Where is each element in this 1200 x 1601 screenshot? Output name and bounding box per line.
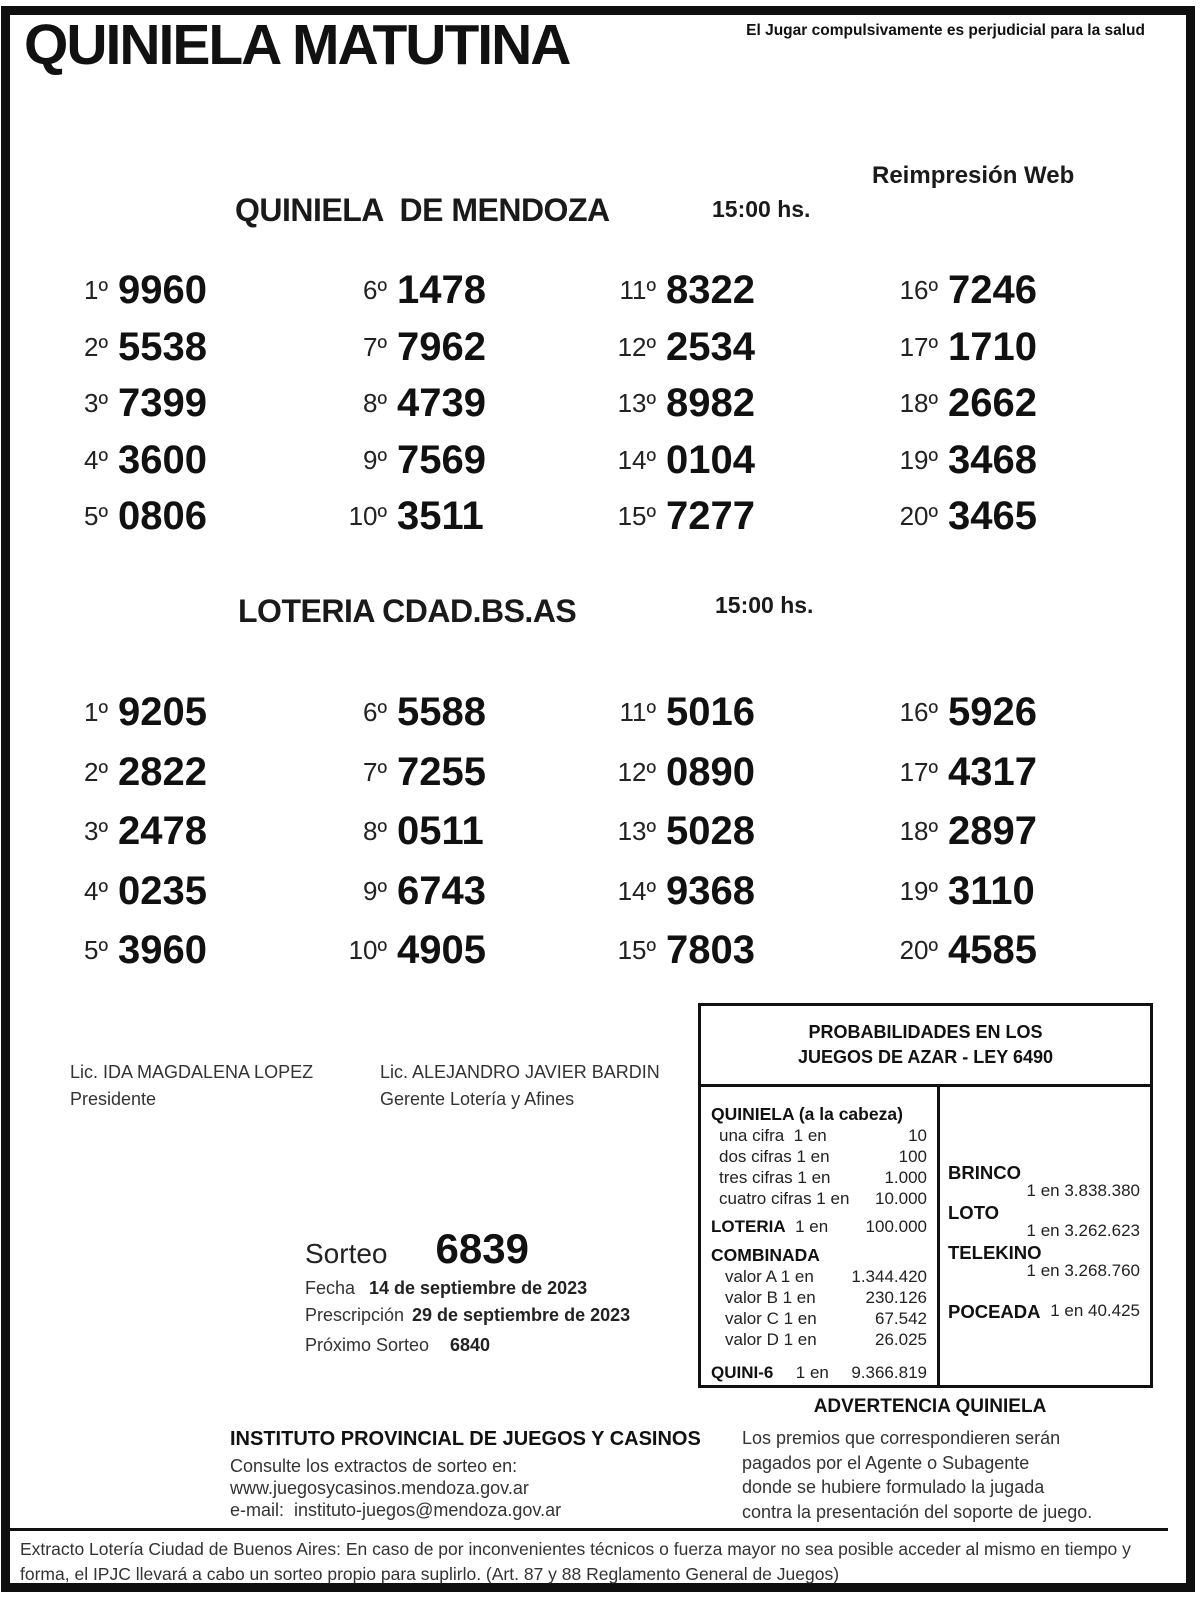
result-number: 7962 [397, 324, 486, 369]
poceada-label: POCEADA [948, 1301, 1041, 1322]
result-number: 1478 [397, 268, 486, 312]
result-cell [596, 930, 878, 990]
combinada-odds-heading: COMBINADA [711, 1245, 820, 1265]
result-cell [48, 749, 327, 812]
result-cell [48, 811, 327, 871]
instituto-email: e-mail: instituto-juegos@mendoza.gov.ar [230, 1500, 562, 1520]
result-position: 1º [84, 697, 108, 727]
result-cell [596, 868, 878, 931]
result-position: 12º [617, 756, 656, 787]
advertencia-heading: ADVERTENCIA QUINIELA [813, 1396, 1047, 1417]
loteria-odds-row: LOTERIA 1 en 100.000 [711, 1217, 927, 1236]
result-cell [327, 496, 596, 553]
result-position: 4º [84, 875, 108, 906]
result-number: 4317 [948, 749, 1037, 794]
result-number: 5588 [397, 690, 486, 734]
result-cell [327, 692, 596, 752]
telekino-label: TELEKINO [948, 1242, 1042, 1263]
result-cell [878, 496, 1108, 553]
result-position: 15º [617, 501, 656, 532]
result-number: 2478 [118, 809, 207, 854]
instituto-consulte-line: Consulte los extractos de sorteo en: [230, 1456, 518, 1476]
advertencia-line: pagados por el Agente o Subagente [742, 1452, 1030, 1473]
result-cell [48, 692, 327, 752]
probabilities-title-line1: PROBABILIDADES EN LOS [808, 1022, 1043, 1042]
result-number: 4585 [948, 928, 1037, 973]
result-position: 7º [363, 756, 387, 787]
result-cell [878, 324, 1108, 384]
poceada-row [948, 1301, 1140, 1323]
result-cell [327, 811, 596, 871]
fecha-label: Fecha [305, 1278, 356, 1298]
loto-label: LOTO [948, 1202, 1000, 1223]
odds-row: tres cifras 1 en 1.000 [719, 1168, 927, 1187]
result-number: 2822 [118, 749, 207, 794]
mendoza-draw-time: 15:00 hs. [712, 196, 811, 222]
prescripcion-value: 29 de septiembre de 2023 [412, 1305, 631, 1325]
result-number: 0806 [118, 494, 207, 539]
result-position: 8º [363, 388, 387, 419]
instituto-website: www.juegosycasinos.mendoza.gov.ar [230, 1478, 529, 1498]
advertencia-line: Los premios que correspondieren serán [742, 1428, 1061, 1448]
instituto-heading: INSTITUTO PROVINCIAL DE JUEGOS Y CASINOS [230, 1428, 701, 1450]
result-number: 4905 [397, 928, 486, 973]
result-number: 3960 [118, 928, 207, 973]
result-position: 16º [899, 275, 938, 305]
result-cell [596, 324, 878, 384]
result-position: 14º [617, 444, 656, 475]
result-position: 2º [84, 331, 108, 362]
result-position: 14º [617, 875, 656, 906]
instituto-block [230, 1428, 701, 1521]
result-cell [48, 383, 327, 440]
result-number: 0511 [397, 809, 484, 854]
result-cell [878, 868, 1108, 931]
footer-disclaimer-line: forma, el IPJC llevará a cabo un sorteo propio para suplirlo. (Art. 87 y 88 Reglamento General de Juegos) [20, 1564, 840, 1584]
proximo-sorteo-row [305, 1335, 490, 1356]
probabilities-left-column [701, 1087, 937, 1383]
result-position: 2º [84, 756, 108, 787]
advertencia-block [742, 1396, 1118, 1524]
result-position: 18º [899, 388, 938, 419]
footer-disclaimer-line: Extracto Lotería Ciudad de Buenos Aires: En caso de por inconvenientes técnicos o fuerza mayor no sea posible acceder al mismo en tiempo y [20, 1539, 1131, 1559]
reprint-web-label: Reimpresión Web [872, 162, 1075, 189]
result-position: 5º [84, 501, 108, 532]
result-cell [48, 270, 327, 327]
sorteo-row [305, 1225, 529, 1273]
result-position: 11º [619, 697, 656, 727]
result-number: 5538 [118, 324, 207, 369]
result-position: 17º [899, 331, 938, 362]
probabilities-title-line2: JUEGOS DE AZAR - LEY 6490 [797, 1047, 1054, 1067]
prescripcion-row [305, 1305, 630, 1326]
result-number: 5016 [666, 690, 755, 734]
result-number: 3110 [948, 868, 1035, 913]
result-number: 7246 [948, 268, 1037, 312]
result-number: 5028 [666, 809, 755, 854]
result-position: 20º [899, 935, 938, 966]
result-number: 8322 [666, 268, 755, 312]
odds-row: valor C 1 en 67.542 [725, 1309, 927, 1328]
result-cell [327, 270, 596, 327]
result-cell [327, 383, 596, 440]
official-name-president: Lic. IDA MAGDALENA LOPEZ [70, 1062, 314, 1082]
quini6-odds-row: QUINI-6 1 en 9.366.819 [711, 1363, 927, 1382]
official-role-manager: Gerente Lotería y Afines [380, 1089, 575, 1109]
result-position: 3º [84, 388, 108, 419]
result-cell [327, 437, 596, 497]
result-position: 11º [619, 275, 656, 305]
quiniela-odds-heading: QUINIELA (a la cabeza) [711, 1104, 903, 1124]
mendoza-section-heading: QUINIELA DE MENDOZA [235, 192, 610, 228]
result-position: 13º [617, 388, 656, 419]
result-position: 19º [899, 444, 938, 475]
result-cell [596, 437, 878, 497]
result-cell [48, 437, 327, 497]
result-cell [878, 437, 1108, 497]
sorteo-label: Sorteo [305, 1238, 388, 1269]
footer-divider [10, 1528, 1168, 1531]
result-cell [48, 496, 327, 553]
result-position: 1º [84, 275, 108, 305]
result-cell [596, 270, 878, 327]
result-number: 3511 [397, 494, 484, 539]
result-cell [596, 811, 878, 871]
result-number: 0235 [118, 868, 207, 913]
result-position: 3º [84, 816, 108, 847]
result-position: 10º [348, 501, 387, 532]
result-cell [48, 324, 327, 384]
result-position: 16º [899, 697, 938, 727]
page-title: QUINIELA MATUTINA [24, 13, 570, 77]
result-cell [878, 383, 1108, 440]
result-position: 10º [348, 935, 387, 966]
proximo-sorteo-value: 6840 [450, 1335, 491, 1355]
footer-disclaimer [20, 1537, 1160, 1587]
result-cell [596, 692, 878, 752]
result-position: 9º [363, 444, 387, 475]
result-position: 5º [84, 935, 108, 966]
result-number: 9368 [666, 868, 755, 913]
result-number: 5926 [948, 690, 1037, 734]
probabilities-right-column [940, 1087, 1150, 1323]
result-cell [48, 868, 327, 931]
loteria-draw-time: 15:00 hs. [715, 592, 814, 618]
result-position: 6º [363, 275, 387, 305]
result-cell [327, 868, 596, 931]
poceada-odds: 1 en 40.425 [1050, 1301, 1140, 1320]
official-name-manager: Lic. ALEJANDRO JAVIER BARDIN [380, 1062, 660, 1082]
result-number: 1710 [948, 324, 1037, 369]
result-number: 0104 [666, 437, 755, 482]
result-cell [878, 811, 1108, 871]
result-cell [327, 324, 596, 384]
loto-odds: 1 en 3.262.623 [1026, 1221, 1140, 1240]
result-number: 2897 [948, 809, 1037, 854]
result-number: 7277 [666, 494, 755, 539]
result-number: 3468 [948, 437, 1037, 482]
result-number: 7255 [397, 749, 486, 794]
health-warning-text: El Jugar compulsivamente es perjudicial para la salud [746, 22, 1145, 39]
result-number: 6743 [397, 868, 486, 913]
result-cell [878, 930, 1108, 990]
odds-row: valor A 1 en 1.344.420 [725, 1267, 927, 1286]
fecha-row [305, 1278, 587, 1299]
brinco-odds: 1 en 3.838.380 [1026, 1181, 1140, 1200]
proximo-sorteo-label: Próximo Sorteo [305, 1335, 430, 1355]
result-position: 15º [617, 935, 656, 966]
advertencia-line: donde se hubiere formulado la jugada [742, 1477, 1045, 1497]
result-number: 3600 [118, 437, 207, 482]
official-role-president: Presidente [70, 1089, 157, 1109]
result-position: 12º [617, 331, 656, 362]
result-cell [327, 749, 596, 812]
result-position: 17º [899, 756, 938, 787]
result-cell [596, 749, 878, 812]
result-number: 2534 [666, 324, 755, 369]
result-cell [327, 930, 596, 990]
advertencia-line: contra la presentación del soporte de juego. [742, 1501, 1093, 1522]
mendoza-results-grid [48, 270, 1108, 553]
result-number: 2662 [948, 381, 1037, 426]
result-number: 7569 [397, 437, 486, 482]
result-position: 20º [899, 501, 938, 532]
result-position: 18º [899, 816, 938, 847]
result-position: 7º [363, 331, 387, 362]
result-number: 4739 [397, 381, 486, 426]
result-cell [596, 496, 878, 553]
sorteo-number: 6839 [435, 1225, 529, 1272]
loteria-results-grid [48, 692, 1108, 990]
result-number: 9205 [118, 690, 207, 734]
fecha-value: 14 de septiembre de 2023 [369, 1278, 588, 1298]
result-position: 6º [363, 697, 387, 727]
loteria-section-heading: LOTERIA CDAD.BS.AS [238, 593, 577, 629]
odds-row: dos cifras 1 en 100 [719, 1147, 927, 1166]
result-number: 7803 [666, 928, 755, 973]
result-number: 0890 [666, 749, 755, 794]
result-cell [878, 749, 1108, 812]
result-position: 9º [363, 875, 387, 906]
result-cell [596, 383, 878, 440]
result-position: 13º [617, 816, 656, 847]
result-number: 9960 [118, 268, 207, 312]
odds-row: cuatro cifras 1 en 10.000 [719, 1189, 927, 1208]
result-position: 4º [84, 444, 108, 475]
prescripcion-label: Prescripción [305, 1305, 405, 1325]
result-position: 8º [363, 816, 387, 847]
result-number: 8982 [666, 381, 755, 426]
result-number: 3465 [948, 494, 1037, 539]
probabilities-title [701, 1006, 1150, 1084]
result-cell [878, 692, 1108, 752]
telekino-odds: 1 en 3.268.760 [1026, 1261, 1140, 1280]
result-cell [878, 270, 1108, 327]
result-number: 7399 [118, 381, 207, 426]
brinco-label: BRINCO [948, 1162, 1021, 1183]
result-cell [48, 930, 327, 990]
odds-row: valor B 1 en 230.126 [725, 1288, 927, 1307]
odds-row: una cifra 1 en 10 [719, 1126, 927, 1145]
odds-row: valor D 1 en 26.025 [725, 1330, 927, 1349]
result-position: 19º [899, 875, 938, 906]
